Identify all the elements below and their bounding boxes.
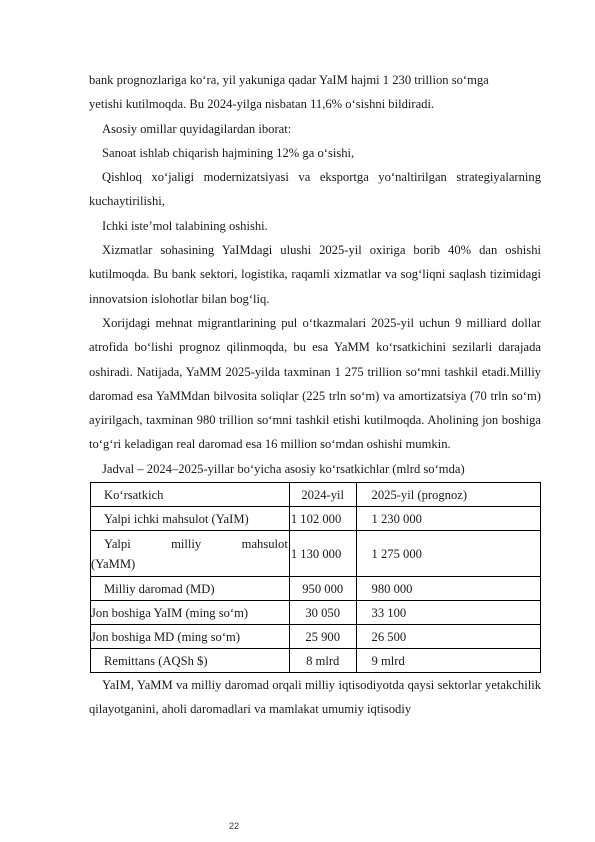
table-cell-word: mahsulot bbox=[241, 536, 288, 551]
table-cell: 980 000 bbox=[356, 577, 540, 601]
table-cell bbox=[91, 531, 290, 577]
factor-item: Ichki iste’mol talabining oshishi. bbox=[102, 218, 268, 233]
table-cell: 1 275 000 bbox=[356, 531, 540, 577]
factor-item: Sanoat ishlab chiqarish hajmining 12% ga o‘sishi, bbox=[102, 145, 355, 160]
table-cell: 9 mlrd bbox=[356, 649, 540, 673]
table-cell: 950 000 bbox=[289, 577, 356, 601]
table-row bbox=[91, 625, 541, 649]
table-caption: Jadval – 2024–2025-yillar bo‘yicha asosiy ko‘rsatkichlar (mlrd so‘mda) bbox=[102, 461, 465, 476]
table-cell-word: (YaMM) bbox=[91, 556, 136, 571]
table-header-row bbox=[91, 483, 541, 507]
table-header-cell: 2025-yil (prognoz) bbox=[356, 483, 540, 507]
paragraph-line: yetishi kutilmoqda. Bu 2024-yilga nisbatan 11,6% o‘sishni bildiradi. bbox=[89, 97, 435, 112]
table-cell: Remittans (AQSh $) bbox=[91, 649, 290, 673]
paragraph-line: bank prognozlariga ko‘ra, yil yakuniga qadar YaIM hajmi 1 230 trillion so‘mga bbox=[89, 73, 489, 87]
factor-item: Qishloq xo‘jaligi modernizatsiyasi va eksportga yo‘naltirilgan strategiyalarning kuchaytirilishi, bbox=[89, 170, 541, 209]
table-cell-word: Yalpi bbox=[104, 536, 131, 551]
page-number: 22 bbox=[229, 821, 240, 831]
table-cell: 1 230 000 bbox=[356, 507, 540, 531]
table-cell: Milliy daromad (MD) bbox=[91, 577, 290, 601]
table-header-cell: Ko‘rsatkich bbox=[91, 483, 290, 507]
table-cell: Yalpi ichki mahsulot (YaIM) bbox=[91, 507, 290, 531]
paragraph-closing: YaIM, YaMM va milliy daromad orqali milliy iqtisodiyotda qaysi sektorlar yetakchilik qilayotganini, aholi daromadlari va mamlakat umumiy iqtisodiy bbox=[89, 678, 541, 717]
table-cell: 1 130 000 bbox=[289, 531, 356, 577]
indicators-table bbox=[90, 482, 541, 673]
table-cell: Jon boshiga YaIM (ming so‘m) bbox=[91, 601, 290, 625]
table-row bbox=[91, 507, 541, 531]
paragraph-services: Xizmatlar sohasining YaIMdagi ulushi 2025-yil oxiriga borib 40% dan oshishi kutilmoqda. Bu bank sektori, logistika, raqamli xizmatlar va sog‘liqni saqlash tizimidagi innovatsion islohotlar bilan bog‘liq. bbox=[89, 243, 541, 306]
paragraph-remittances: Xorijdagi mehnat migrantlarining pul o‘tkazmalari 2025-yil uchun 9 milliard dollar atrofida bo‘lishi prognoz qilinmoqda, bu esa YaMM ko‘rsatkichini sezilarli darajada oshiradi. Natijada, YaMM 2025-yilda taxminan 1 275 trillion so‘mni tashkil etadi.Milliy daromad esa YaMMdan bilvosita soliqlar (225 trln so‘m) va amortizatsiya (70 trln so‘m) ayirilgach, taxminan 980 trillion so‘mni tashkil etishi kutilmoqda. Aholining jon boshiga to‘g‘ri keladigan real daromad esa 16 million so‘mdan oshishi mumkin. bbox=[89, 315, 541, 452]
table-cell: 1 102 000 bbox=[289, 507, 356, 531]
table-cell: 33 100 bbox=[356, 601, 540, 625]
table-cell: 25 900 bbox=[289, 625, 356, 649]
document-body bbox=[89, 68, 541, 722]
factors-intro: Asosiy omillar quyidagilardan iborat: bbox=[102, 121, 292, 136]
table-cell: 8 mlrd bbox=[289, 649, 356, 673]
table-row bbox=[91, 531, 541, 577]
table-row bbox=[91, 601, 541, 625]
table-header-cell: 2024-yil bbox=[289, 483, 356, 507]
table-cell-word: milliy bbox=[171, 536, 202, 551]
table-cell: 30 050 bbox=[289, 601, 356, 625]
table-row bbox=[91, 577, 541, 601]
table-cell: Jon boshiga MD (ming so‘m) bbox=[91, 625, 290, 649]
table-row bbox=[91, 649, 541, 673]
table-cell: 26 500 bbox=[356, 625, 540, 649]
paragraph-gdp-forecast bbox=[89, 68, 541, 117]
